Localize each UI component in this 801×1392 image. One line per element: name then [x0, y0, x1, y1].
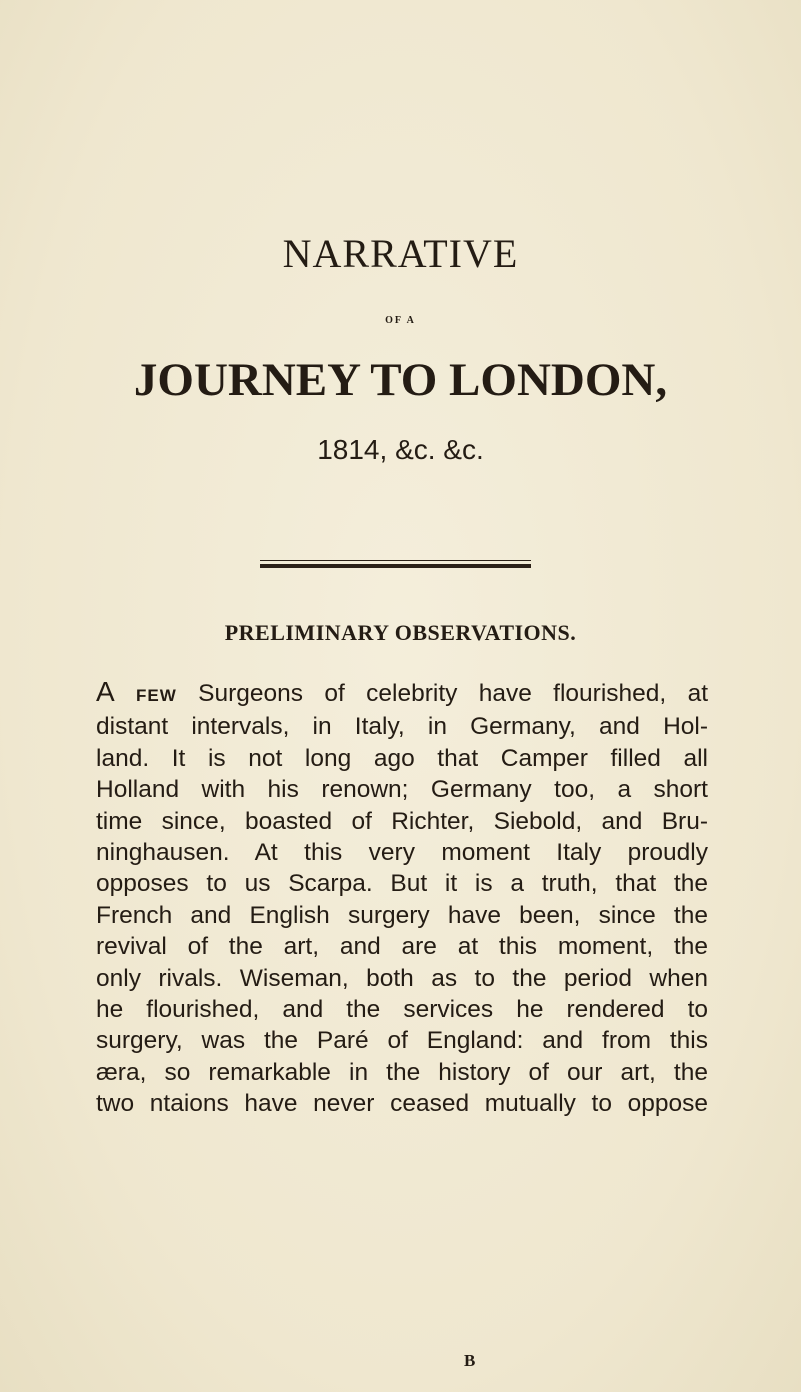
- body-line: revival of the art, and are at this moment, the: [96, 933, 708, 961]
- body-line: time since, boasted of Richter, Siebold, and Bru-: [96, 807, 708, 835]
- body-line: French and English surgery have been, since the: [96, 901, 708, 929]
- opening-capital: A: [96, 676, 115, 707]
- body-line: land. It is not long ago that Camper filled all: [96, 744, 708, 772]
- opening-words: [96, 676, 177, 707]
- body-line: ninghausen. At this very moment Italy proudly: [96, 839, 708, 867]
- body-line: opposes to us Scarpa. But it is a truth, that the: [96, 870, 708, 898]
- body-line: æra, so remarkable in the history of our art, the: [96, 1058, 708, 1086]
- body-line: two ntaions have never ceased mutually to oppose: [96, 1090, 708, 1118]
- body-line: distant intervals, in Italy, in Germany, and Hol-: [96, 713, 708, 741]
- body-line: only rivals. Wiseman, both as to the period when: [96, 964, 708, 992]
- body-paragraph: [96, 676, 708, 1120]
- signature-mark: B: [464, 1351, 476, 1370]
- opening-smallcaps: FEW: [136, 686, 177, 705]
- title-narrative: NARRATIVE: [282, 231, 519, 276]
- body-line: Holland with his renown; Germany too, a short: [96, 776, 708, 804]
- divider-thick: [260, 564, 531, 568]
- title-of-a: OF A: [385, 315, 416, 326]
- divider-thin: [260, 560, 531, 561]
- title-journey: JOURNEY TO LONDON,: [133, 354, 668, 406]
- section-heading: PRELIMINARY OBSERVATIONS.: [224, 620, 577, 645]
- title-date: 1814, &c. &c.: [317, 434, 484, 465]
- body-line: surgery, was the Paré of England: and from this: [96, 1027, 708, 1055]
- body-line: he flourished, and the services he rendered to: [96, 996, 708, 1024]
- body-line-text: Surgeons of celebrity have flourished, at: [198, 680, 708, 707]
- body-line: [96, 676, 708, 711]
